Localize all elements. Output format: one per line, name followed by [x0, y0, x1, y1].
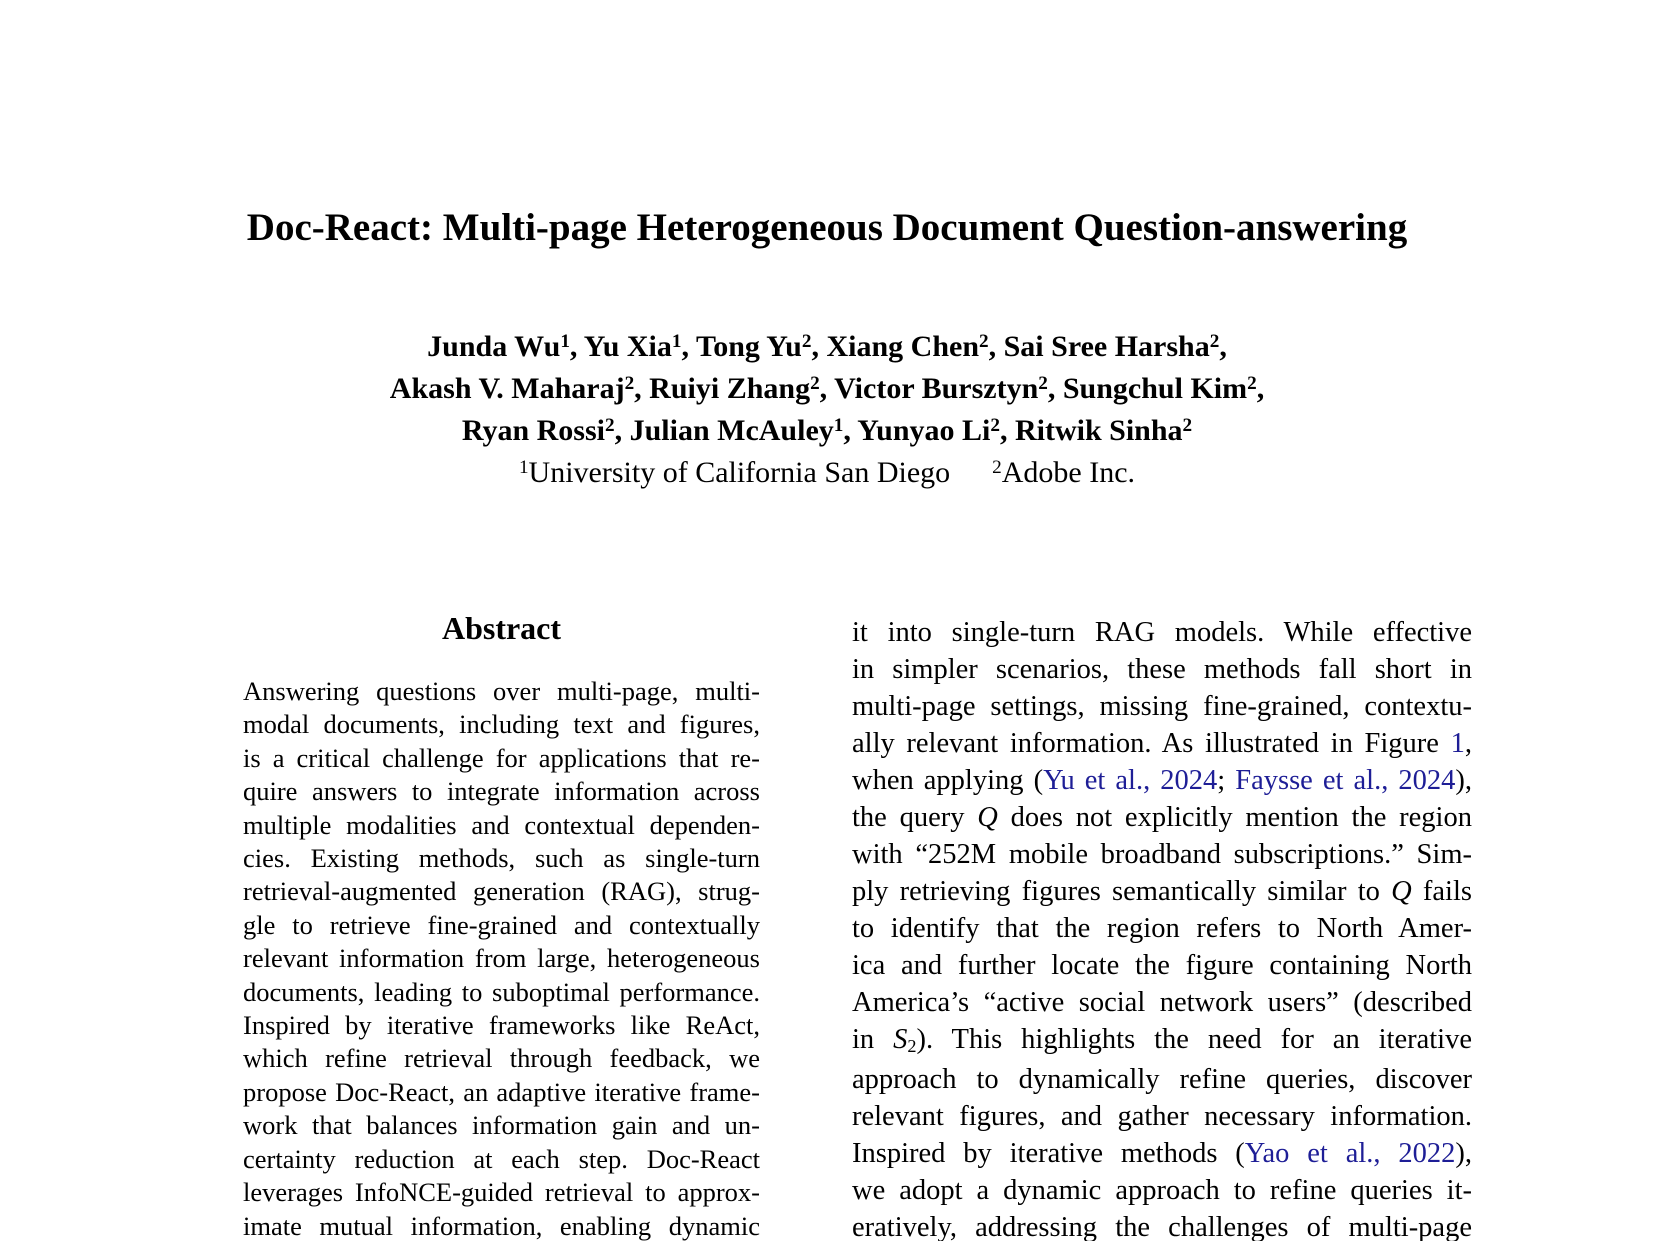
authors-block [0, 328, 1654, 496]
superscript-marker: 2 [624, 373, 635, 395]
text-span: the query [852, 802, 978, 833]
text-span: , Xiang Chen [811, 330, 980, 363]
text-span: , Sungchul Kim [1047, 372, 1248, 405]
text-span: relevant information from large, heterogeneous [243, 943, 760, 974]
author-line-3 [0, 412, 1654, 454]
citation-link[interactable]: Yu et al., 2024 [1043, 765, 1218, 796]
abstract-heading: Abstract [441, 610, 562, 646]
text-line [852, 836, 1472, 873]
text-span: Ryan Rossi [461, 414, 605, 447]
math-variable: S [893, 1024, 908, 1055]
text-line [243, 1176, 760, 1209]
text-line [852, 1209, 1472, 1241]
text-span: , [1464, 728, 1472, 759]
superscript-marker: 2 [979, 331, 989, 353]
text-span: is a critical challenge for applications that re- [243, 742, 760, 773]
text-span: , Yunyao Li [843, 414, 991, 447]
text-span: , Sai Sree Harsha [988, 330, 1210, 363]
text-span: , Tong Yu [681, 330, 802, 363]
text-span: multiple modalities and contextual dependen- [243, 809, 760, 840]
citation-link[interactable]: Yao et al., 2022 [1244, 1138, 1456, 1169]
text-line [243, 1210, 760, 1241]
text-span: ally relevant information. As illustrated in Figure [852, 728, 1451, 759]
superscript-marker: 1 [560, 331, 570, 353]
superscript-marker: 2 [1038, 373, 1048, 395]
text-span: which refine retrieval through feedback, we [243, 1043, 760, 1074]
text-span: , Ritwik Sinha [999, 414, 1183, 447]
text-span: modal documents, including text and figures, [243, 709, 760, 740]
text-span: propose Doc-React, an adaptive iterative frame- [243, 1076, 760, 1107]
author-line-2 [0, 370, 1654, 412]
text-line [243, 675, 760, 708]
text-span: ply retrieving figures semantically similar to [852, 876, 1392, 907]
author-line-1 [0, 328, 1654, 370]
citation-link[interactable]: Faysse et al., 2024 [1235, 765, 1456, 796]
superscript-marker: 2 [990, 415, 1000, 437]
superscript-marker: 1 [671, 331, 682, 353]
text-span: cies. Existing methods, such as single-turn [243, 843, 760, 874]
superscript-marker: 2 [1182, 415, 1193, 437]
text-span: when applying ( [852, 765, 1044, 796]
text-line [852, 725, 1472, 762]
text-span: approach to dynamically refine queries, discover [852, 1064, 1472, 1095]
text-span: retrieval-augmented generation (RAG), strug- [243, 876, 760, 907]
citation-link[interactable]: 1 [1450, 728, 1465, 759]
text-line [852, 1135, 1472, 1172]
text-line [243, 708, 760, 741]
text-line [243, 809, 760, 842]
text-span: Answering questions over multi-page, multi- [243, 676, 760, 706]
text-line [852, 910, 1472, 947]
text-span: , Yu Xia [569, 330, 672, 363]
text-line [852, 947, 1472, 984]
text-span: , [1219, 330, 1227, 363]
text-line [852, 1098, 1472, 1135]
text-line [852, 688, 1472, 725]
text-line [243, 942, 760, 975]
text-span: , [1256, 372, 1265, 405]
text-line [243, 1009, 760, 1042]
text-span: University of California San Diego [528, 456, 951, 489]
text-span: imate mutual information, enabling dynamic [243, 1210, 760, 1241]
paper-title: Doc-React: Multi-page Heterogeneous Document Question-answering [246, 206, 1408, 249]
text-span: ), [1455, 765, 1472, 796]
text-line [852, 651, 1472, 688]
text-span: ). This highlights the need for an iterative [916, 1024, 1472, 1055]
text-span: to identify that the region refers to North Amer- [852, 913, 1472, 944]
text-line [852, 873, 1472, 910]
affiliation-line [0, 454, 1654, 496]
abstract-text [243, 675, 760, 1241]
text-span: with “252M mobile broadband subscriptions.” Sim- [852, 839, 1472, 870]
text-span: Inspired by iterative methods ( [852, 1138, 1245, 1169]
text-span: does not explicitly mention the region [997, 802, 1472, 833]
text-line [852, 614, 1472, 651]
text-line [243, 909, 760, 942]
superscript-marker: 2 [810, 373, 820, 395]
superscript-marker: 2 [1209, 331, 1220, 353]
superscript-marker: 1 [518, 457, 529, 479]
text-line [243, 1076, 760, 1109]
math-variable: Q [1391, 876, 1412, 907]
text-span: multi-page settings, missing fine-grained, contextu- [852, 691, 1472, 722]
text-span: , Julian McAuley [614, 414, 834, 447]
text-span: documents, leading to suboptimal performance. [243, 976, 760, 1007]
text-span: ), [1455, 1138, 1473, 1169]
text-span: Akash V. Maharaj [389, 372, 625, 405]
text-span: eratively, addressing the challenges of multi-page [852, 1212, 1472, 1241]
superscript-marker: 2 [801, 331, 812, 353]
text-span: ; [1217, 765, 1236, 796]
text-line [243, 875, 760, 908]
text-line [852, 762, 1472, 799]
text-span: it into single-turn RAG models. While effective [852, 617, 1472, 648]
text-span: relevant figures, and gather necessary information. [852, 1101, 1472, 1132]
text-line [243, 742, 760, 775]
superscript-marker: 2 [992, 457, 1002, 479]
text-span: quire answers to integrate information across [243, 776, 760, 807]
subscript-marker: 2 [907, 1036, 917, 1056]
text-span: ica and further locate the figure containing North [852, 950, 1472, 981]
text-span: in [852, 1024, 894, 1055]
superscript-marker: 2 [605, 415, 615, 437]
text-span: fails [1411, 876, 1472, 907]
text-line [852, 1172, 1472, 1209]
text-span: Inspired by iterative frameworks like ReAct, [243, 1010, 760, 1041]
text-line [243, 1109, 760, 1142]
text-span: Junda Wu [427, 330, 561, 363]
text-span: , Victor Bursztyn [819, 372, 1039, 405]
text-line [243, 1042, 760, 1075]
superscript-marker: 2 [1247, 373, 1257, 395]
text-span: gle to retrieve fine-grained and contextually [243, 909, 760, 940]
text-span: America’s “active social network users” (described [852, 987, 1472, 1018]
text-span: certainty reduction at each step. Doc-React [243, 1143, 760, 1174]
math-variable: Q [977, 802, 998, 833]
text-span: leverages InfoNCE-guided retrieval to approx- [243, 1177, 760, 1208]
text-line [243, 842, 760, 875]
text-span: , Ruiyi Zhang [634, 372, 811, 405]
text-line [243, 1143, 760, 1176]
superscript-marker: 1 [833, 415, 844, 437]
text-line [243, 775, 760, 808]
text-span: in simpler scenarios, these methods fall short in [852, 654, 1472, 685]
text-line [852, 984, 1472, 1021]
text-line [852, 799, 1472, 836]
text-line [243, 976, 760, 1009]
introduction-column [852, 614, 1472, 1241]
text-line [852, 1061, 1472, 1098]
text-span: work that balances information gain and un- [243, 1110, 760, 1141]
text-span: we adopt a dynamic approach to refine queries it- [852, 1175, 1472, 1206]
text-span: Adobe Inc. [1001, 456, 1136, 489]
text-line [852, 1021, 1472, 1061]
